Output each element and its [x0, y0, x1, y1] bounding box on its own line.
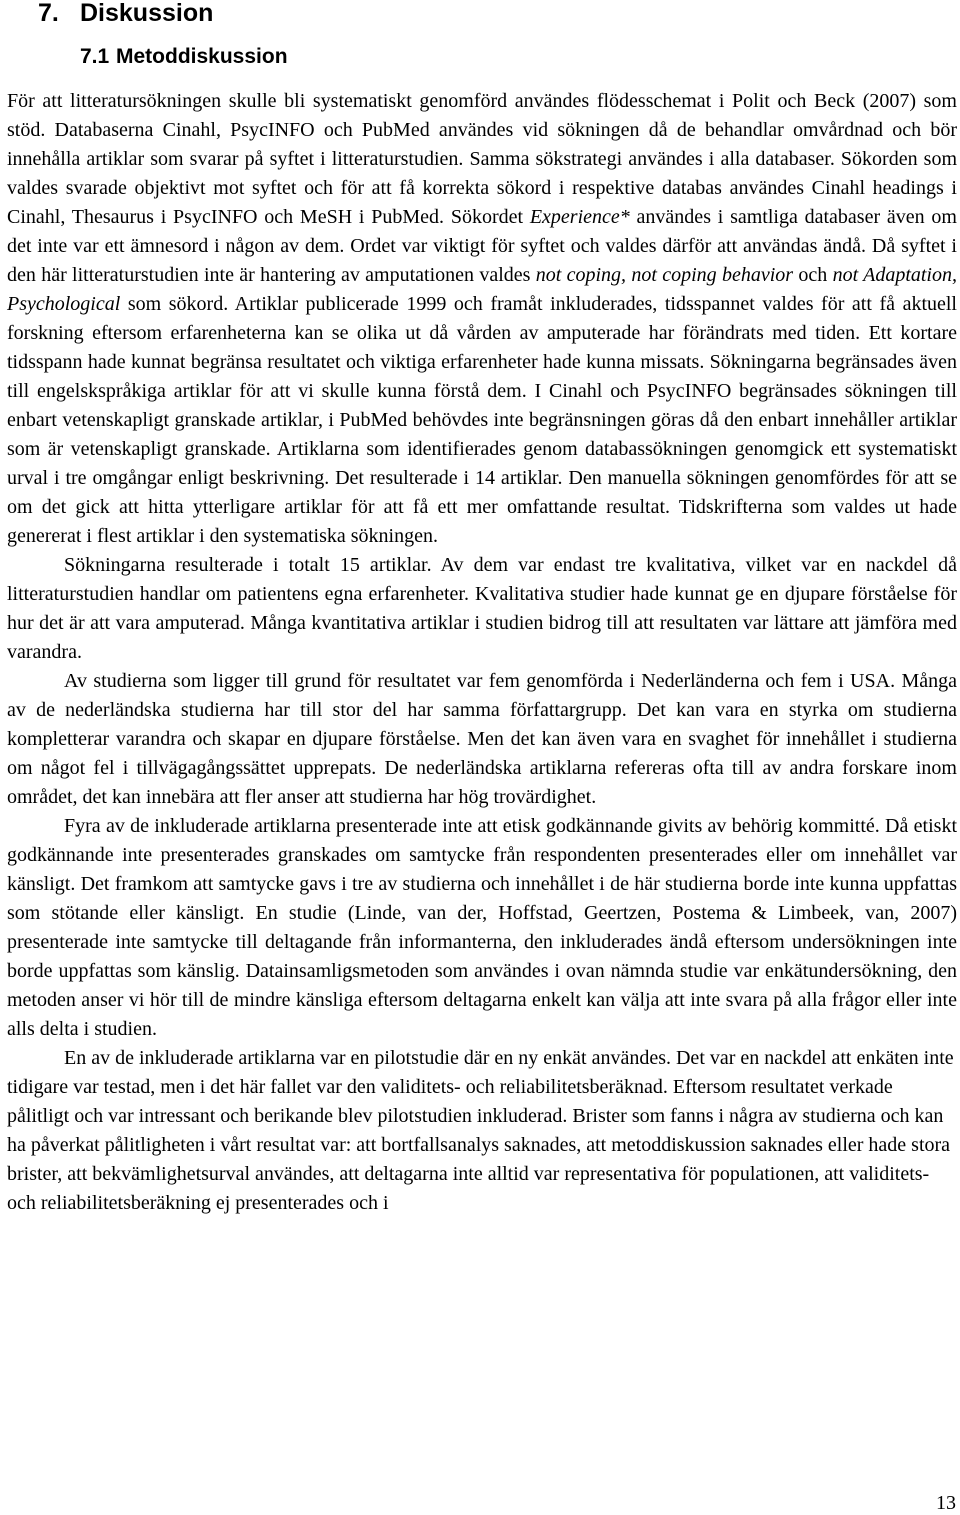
section-title: Metoddiskussion — [116, 45, 288, 68]
body-text — [7, 87, 957, 1218]
chapter-number: 7. — [38, 0, 59, 27]
section-number: 7.1 — [80, 45, 110, 68]
text-run: För att litteratursökningen skulle bli systematiskt genomförd användes flödesschemat i Polit och Beck (2007) som stöd. Databaserna Cinahl, PsycINFO och PubMed användes vid sökningen då de behandlar omvårdnad och bör innehålla artiklar som svarar på syftet i litteraturstudien. Samma sökstrategi användes i alla databaser. Sökorden som valdes svarade objektivt mot syftet och för att få korrekta sökord i respektive databas användes Cinahl headings i Cinahl, Thesaurus i PsycINFO och MeSH i PubMed. Sökordet — [7, 90, 957, 228]
italic-term: not Adaptation, Psychological — [7, 264, 957, 315]
italic-term: not coping, not coping behavior — [535, 264, 794, 286]
body-paragraph — [7, 667, 957, 812]
text-run: Av studierna som ligger till grund för resultatet var fem genomförda i Nederländerna och fem i USA. Många av de nederländska studierna har till stor del har samma författargrupp. Det kan vara en styrka om studierna kompletterar varandra och skapar en djupare förståelse. Men det kan även vara en svaghet för innehållet i studierna om något fel i tillvägagångssättet upprepats. De nederländska artiklarna refereras ofta till av andra forskare inom området, det kan innebära att fler anser att studierna har hög trovärdighet. — [7, 670, 957, 808]
section-heading — [80, 42, 288, 72]
body-paragraph — [7, 1044, 957, 1218]
italic-term: Experience* — [529, 206, 630, 228]
text-run: och — [793, 264, 833, 286]
text-run: En av de inkluderade artiklarna var en pilotstudie där en ny enkät användes. Det var en nackdel att enkäten inte tidigare var testad, men i det här fallet var den validitets- och reliabilitetsberäknad. Eftersom resultatet verkade pålitligt och var intressant och berikande blev pilotstudien inkluderad. Brister som fanns i några av studierna och kan ha påverkat pålitligheten i vårt resultat var: att bortfallsanalys saknades, att metoddiskussion saknades eller hade stora brister, att bekvämlighetsurval användes, att deltagarna inte alltid var representativa för populationen, att validitets- och reliabilitetsberäkning ej presenterades och i — [7, 1047, 954, 1214]
text-run: användes i samtliga databaser även om det inte var ett ämnesord i någon av dem. Ordet var viktigt för syftet och valdes därför att användas ändå. Då syftet i den här litteraturstudien inte är hantering av amputationen valdes — [7, 206, 957, 286]
text-run: Fyra av de inkluderade artiklarna presenterade inte att etisk godkännande givits av behörig kommitté. Då etiskt godkännande inte presenterades granskades om samtycke från respondenten presenterades eller om innehållet var känsligt. Det framkom att samtycke gavs i tre av studierna och innehållet i de här studierna borde inte kunna uppfattas som stötande eller känsligt. En studie (Linde, van der, Hoffstad, Geertzen, Postema & Limbeek, van, 2007) presenterade inte samtycke till deltagande från informanterna, den inkluderades ändå eftersom undersökningen inte borde uppfattas som känslig. Datainsamligsmetoden som användes i ovan nämnda studie var enkätundersökning, den metoden anser vi hör till de mindre känsliga eftersom deltagarna enkelt kan välja att inte svara på alla frågor eller inte alls delta i studien. — [7, 815, 957, 1040]
body-paragraph — [7, 551, 957, 667]
body-paragraph — [7, 812, 957, 1044]
body-paragraph — [7, 87, 957, 551]
chapter-heading — [38, 0, 213, 28]
text-run: Sökningarna resulterade i totalt 15 artiklar. Av dem var endast tre kvalitativa, vilket var en nackdel då litteraturstudien handlar om patientens egna erfarenheter. Kvalitativa studier hade kunnat ge en djupare förståelse för hur det är att vara amputerad. Många kvantitativa artiklar i studien bidrog till att resultaten var lättare att jämföra med varandra. — [7, 554, 957, 663]
page-number: 13 — [936, 1492, 956, 1514]
text-run: som sökord. Artiklar publicerade 1999 och framåt inkluderades, tidsspannet valdes för att få aktuell forskning eftersom erfarenheterna kan se olika ut då vården av amputerade har förändrats med tiden. Ett kortare tidsspann hade kunnat begränsa resultatet och viktiga erfarenheter hade kunna missats. Sökningarna begränsades även till engelskspråkiga artiklar för att vi skulle kunna förstå dem. I Cinahl och PsycINFO begränsades sökningen till enbart vetenskapligt granskade artiklar, i PubMed behövdes inte begränsningen göras då den enbart innehåller artiklar som är vetenskapligt granskade. Artiklarna som identifierades genom databassökningen genomgick ett systematiskt urval i tre omgångar enligt beskrivning. Det resulterade i 14 artiklar. Den manuella sökningen genomfördes för att se om det gick att hitta ytterligare artiklar för att få ett mer omfattande resultat. Tidskrifterna som valdes ut hade genererat i flest artiklar i den systematiska sökningen. — [7, 293, 957, 547]
chapter-title: Diskussion — [80, 0, 214, 27]
